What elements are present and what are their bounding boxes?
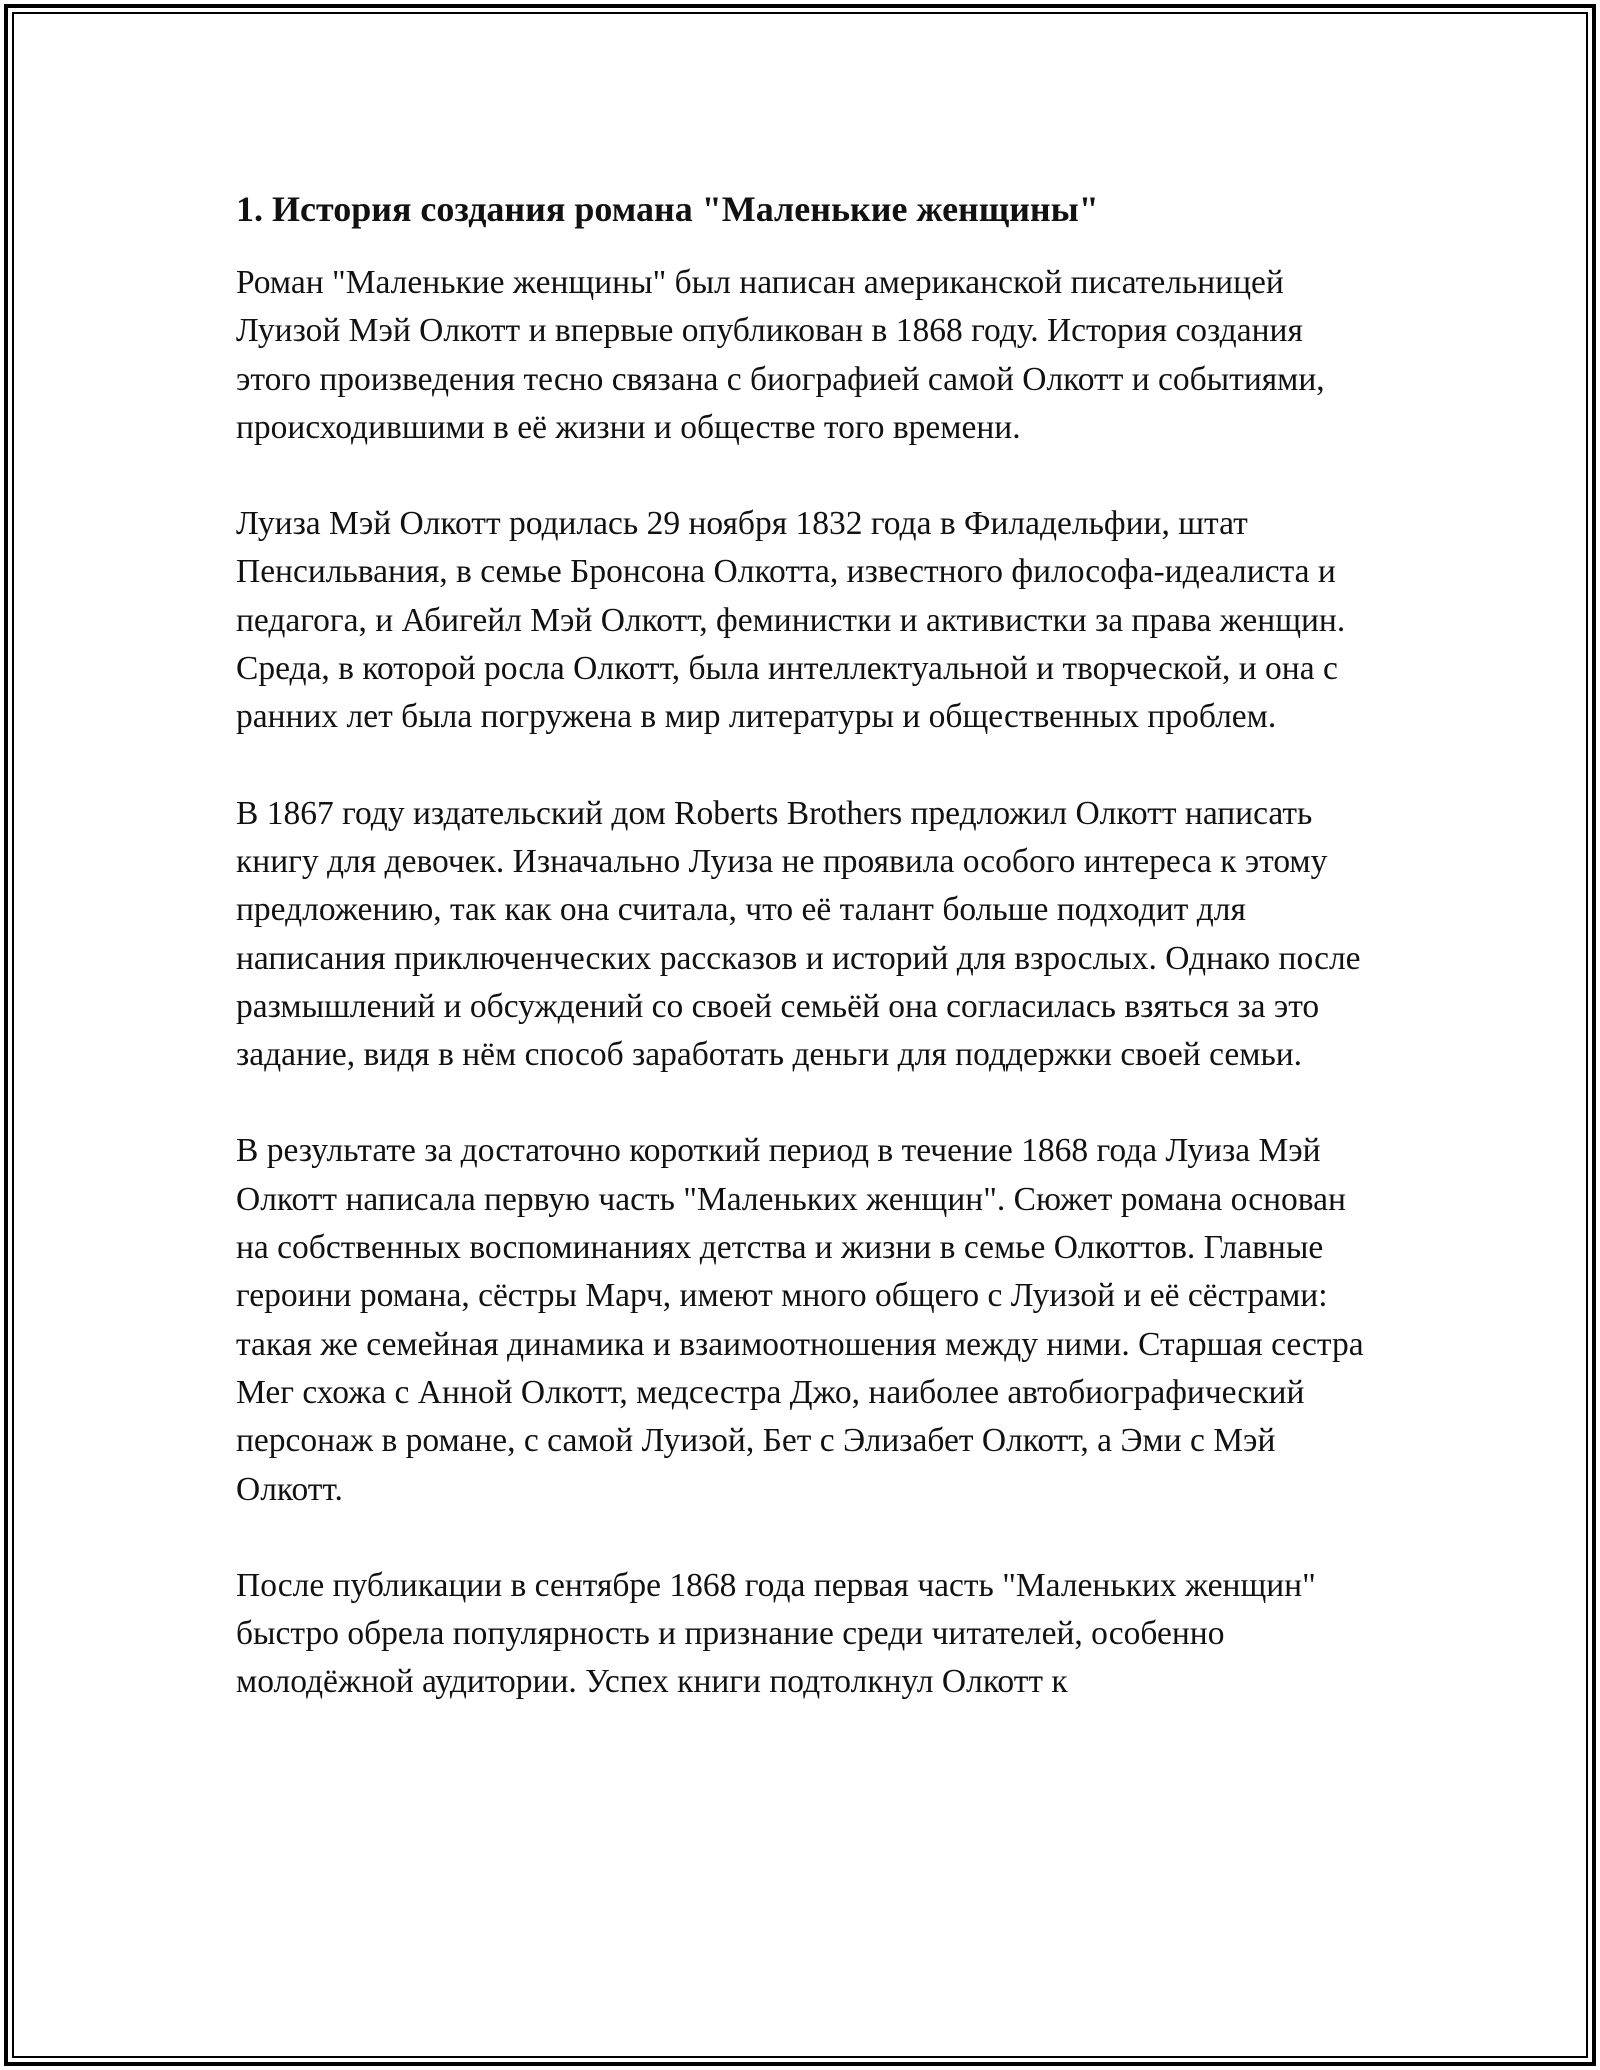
paragraph-1: Роман "Маленькие женщины" был написан американской писательницей Луизой Мэй Олкотт и впервые опубликован в 1868 году. История создания этого произведения тесно связана с биографией самой Олкотт и событиями, происходившими в её жизни и обществе того времени. xyxy=(236,264,1325,446)
paragraph-3: В 1867 году издательский дом Roberts Brothers предложил Олкотт написать книгу для девочек. Изначально Луиза не проявила особого интереса к этому предложению, так как она считала, что её талант больше подходит для написания приключенческих рассказов и историй для взрослых. Однако после размышлений и обсуждений со своей семьёй она согласилась взяться за это задание, видя в нём способ заработать деньги для поддержки своей семьи. xyxy=(236,794,1361,1074)
section-heading: 1. История создания романа "Маленькие женщины" xyxy=(236,189,1099,229)
paragraph-2: Луиза Мэй Олкотт родилась 29 ноября 1832 года в Филадельфии, штат Пенсильвания, в семье Бронсона Олкотта, известного философа-идеалиста и педагога, и Абигейл Мэй Олкотт, феминистки и активистки за права женщин. Среда, в которой росла Олкотт, была интеллектуальной и творческой, и она с ранних лет была погружена в мир литературы и общественных проблем. xyxy=(236,505,1346,736)
paragraph-4: В результате за достаточно короткий период в течение 1868 года Луиза Мэй Олкотт написала первую часть "Маленьких женщин". Сюжет романа основан на собственных воспоминаниях детства и жизни в семье Олкоттов. Главные героини романа, сёстры Марч, имеют много общего с Луизой и её сёстрами: такая же семейная динамика и взаимоотношения между ними. Старшая сестра Мег схожа с Анной Олкотт, медсестра Джо, наиболее автобиографический персонаж в романе, с самой Луизой, Бет с Элизабет Олкотт, а Эми с Мэй Олкотт. xyxy=(236,1132,1364,1508)
document-body xyxy=(236,185,1366,1755)
paragraph-5: После публикации в сентябре 1868 года первая часть "Маленьких женщин" быстро обрела популярность и признание среди читателей, особенно молодёжной аудитории. Успех книги подтолкнул Олкотт к xyxy=(236,1566,1316,1701)
